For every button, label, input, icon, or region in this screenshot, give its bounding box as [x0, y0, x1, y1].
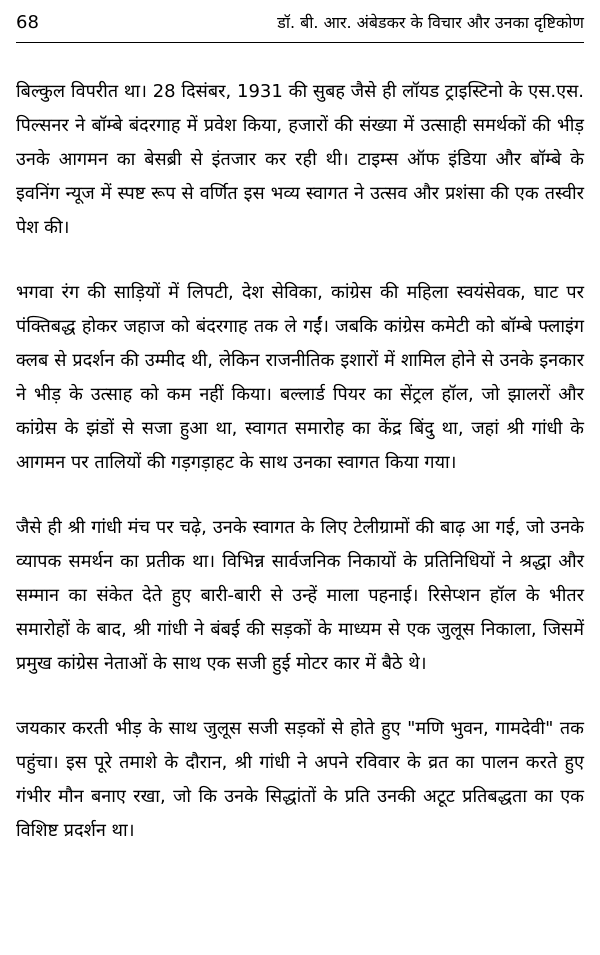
header-rule — [16, 42, 584, 43]
paragraph-2: भगवा रंग की साड़ियों में लिपटी, देश सेविका, कांग्रेस की महिला स्वयंसेवक, घाट पर पंक्तिबद्ध होकर जहाज को बंदरगाह तक ले गईं। जबकि कांग्रेस कमेटी को बॉम्बे फ्लाइंग क्लब से प्रदर्शन की उम्मीद थी, लेकिन राजनीतिक इशारों में शामिल होने से उनके इनकार ने भीड़ के उत्साह को कम नहीं किया। बल्लार्ड पियर का सेंट्रल हॉल, जो झालरों और कांग्रेस के झंडों से सजा हुआ था, स्वागत समारोह का केंद्र बिंदु था, जहां श्री गांधी के आगमन पर तालियों की गड़गड़ाहट के साथ उनका स्वागत किया गया। — [16, 282, 584, 473]
paragraph-3: जैसे ही श्री गांधी मंच पर चढ़े, उनके स्वागत के लिए टेलीग्रामों की बाढ़ आ गई, जो उनके व्यापक समर्थन का प्रतीक था। विभिन्न सार्वजनिक निकायों के प्रतिनिधियों ने श्रद्धा और सम्मान का संकेत देते हुए बारी-बारी से उन्हें माला पहनाई। रिसेप्शन हॉल के भीतर समारोहों के बाद, श्री गांधी ने बंबई की सड़कों के माध्यम से एक जुलूस निकाला, जिसमें प्रमुख कांग्रेस नेताओं के साथ एक सजी हुई मोटर कार में बैठे थे। — [16, 517, 584, 674]
page-header — [16, 12, 584, 46]
body-text — [16, 75, 584, 848]
running-title: डॉ. बी. आर. अंबेडकर के विचार और उनका दृष्टिकोण — [277, 13, 584, 32]
page-number: 68 — [16, 12, 39, 33]
paragraph-1: बिल्कुल विपरीत था। 28 दिसंबर, 1931 की सुबह जैसे ही लॉयड ट्राइस्टिनो के एस.एस. पिल्सनर ने बॉम्बे बंदरगाह में प्रवेश किया, हजारों की संख्या में उत्साही समर्थकों की भीड़ उनके आगमन का बेसब्री से इंतजार कर रही थी। टाइम्स ऑफ इंडिया और बॉम्बे के इवनिंग न्यूज में स्पष्ट रूप से वर्णित इस भव्य स्वागत ने उत्सव और प्रशंसा की एक तस्वीर पेश की। — [16, 81, 584, 238]
paragraph-4: जयकार करती भीड़ के साथ जुलूस सजी सड़कों से होते हुए "मणि भुवन, गामदेवी" तक पहुंचा। इस पूरे तमाशे के दौरान, श्री गांधी ने अपने रविवार के व्रत का पालन करते हुए गंभीर मौन बनाए रखा, जो कि उनके सिद्धांतों के प्रति उनकी अटूट प्रतिबद्धता का एक विशिष्ट प्रदर्शन था। — [16, 718, 584, 841]
